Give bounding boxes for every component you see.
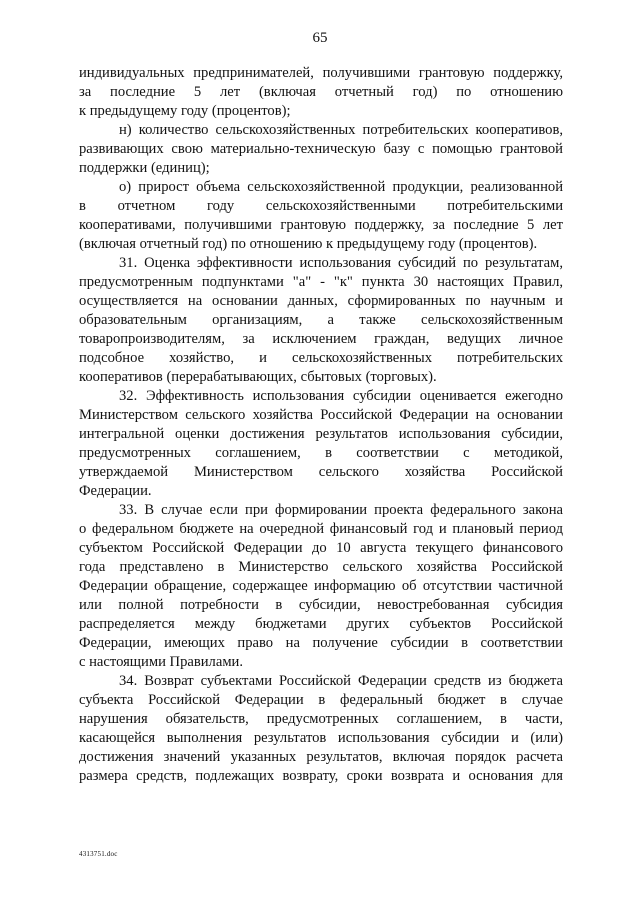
page-number: 65 (312, 30, 328, 46)
text-line: товаропроизводителям, за исключением граждан, ведущих личное (79, 331, 563, 347)
text-line: Федерации. (79, 483, 152, 499)
text-line: 34. Возврат субъектами Российской Федерации средств из бюджета (119, 673, 563, 689)
paragraph-continuation (79, 64, 563, 121)
text-line: к предыдущему году (процентов); (79, 103, 291, 119)
text-line: в отчетном году сельскохозяйственными потребительскими (79, 198, 563, 214)
text-line: размера средств, подлежащих возврату, сроки возврата и основания для (79, 768, 563, 784)
text-line: за последние 5 лет (включая отчетный год) по отношению (79, 84, 563, 100)
text-line: субъектом Российской Федерации до 10 августа текущего финансового (79, 540, 563, 556)
text-line: 33. В случае если при формировании проекта федерального закона (119, 502, 563, 518)
text-line: 32. Эффективность использования субсидии оценивается ежегодно (119, 388, 563, 404)
text-line: интегральной оценки достижения результатов использования субсидии, (79, 426, 563, 442)
text-line: подсобное хозяйство, и сельскохозяйственных потребительских (79, 350, 563, 366)
text-line: поддержки (единиц); (79, 160, 210, 176)
text-line: года представлено в Министерство сельского хозяйства Российской (79, 559, 563, 575)
text-line: кооперативами, получившими грантовую поддержку, за последние 5 лет (79, 217, 563, 233)
text-line: (включая отчетный год) по отношению к предыдущему году (процентов). (79, 236, 538, 252)
text-line: нарушения обязательств, предусмотренных соглашением, в части, (79, 711, 563, 727)
text-line: предусмотренных соглашением, в соответствии с методикой, (79, 445, 563, 461)
text-line: кооперативов (перерабатывающих, сбытовых (торговых). (79, 369, 437, 385)
text-line: распределяется между бюджетами других субъектов Российской (79, 616, 563, 632)
text-line: касающейся выполнения результатов использования субсидии и (или) (79, 730, 563, 746)
text-line: 31. Оценка эффективности использования субсидий по результатам, (119, 255, 563, 271)
text-line: достижения значений указанных результатов, включая порядок расчета (79, 749, 563, 765)
paragraph-item-o (79, 178, 563, 254)
text-line: развивающих свою материально-техническую базу с помощью грантовой (79, 141, 563, 157)
paragraph-33 (79, 501, 563, 672)
paragraph-34 (79, 672, 563, 786)
text-line: о) прирост объема сельскохозяйственной продукции, реализованной (119, 179, 563, 195)
text-line: осуществляется на основании данных, сформированных по научным и (79, 293, 563, 309)
text-line: Министерством сельского хозяйства Российской Федерации на основании (79, 407, 563, 423)
text-line: субъекта Российской Федерации в федеральный бюджет в случае (79, 692, 563, 708)
text-line: индивидуальных предпринимателей, получившими грантовую поддержку, (79, 65, 563, 81)
text-line: н) количество сельскохозяйственных потребительских кооперативов, (119, 122, 563, 138)
text-line: с настоящими Правилами. (79, 654, 244, 670)
paragraph-item-n (79, 121, 563, 178)
text-line: Федерации обращение, содержащее информацию об отсутствии частичной (79, 578, 563, 594)
document-body (79, 64, 563, 786)
document-footer-filename: 4313751.doc (79, 850, 118, 858)
text-line: или полной потребности в субсидии, невостребованная субсидия (79, 597, 563, 613)
text-line: о федеральном бюджете на очередной финансовый год и плановый период (79, 521, 563, 537)
text-line: образовательным организациям, а также сельскохозяйственным (79, 312, 563, 328)
text-line: утверждаемой Министерством сельского хозяйства Российской (79, 464, 563, 480)
text-line: предусмотренным подпунктами "а" - "к" пункта 30 настоящих Правил, (79, 274, 563, 290)
paragraph-32 (79, 387, 563, 501)
text-line: Федерации, имеющих право на получение субсидии в соответствии (79, 635, 563, 651)
paragraph-31 (79, 254, 563, 387)
